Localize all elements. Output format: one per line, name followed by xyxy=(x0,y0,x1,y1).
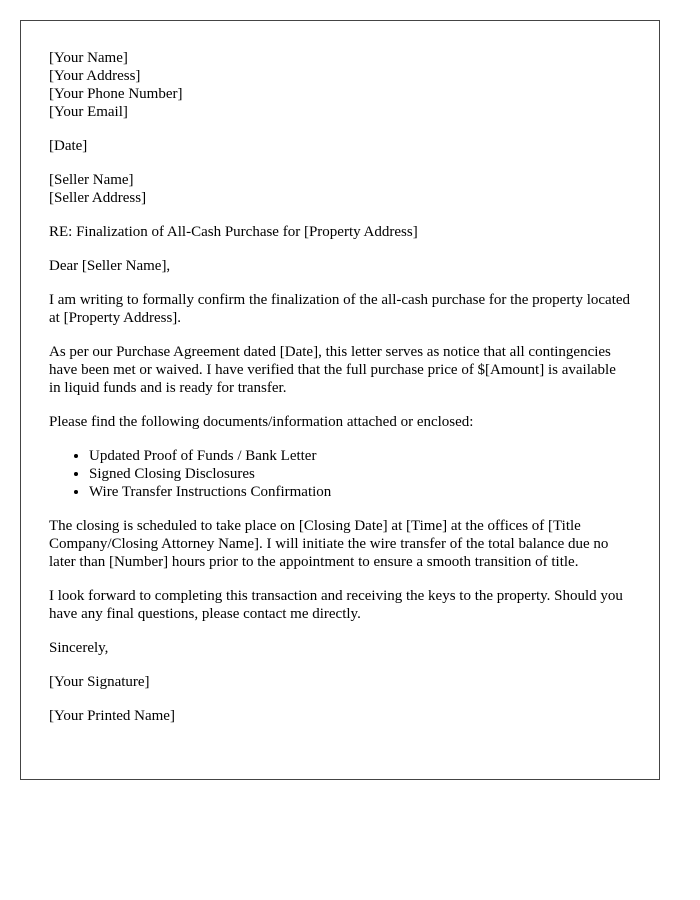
salutation: Dear [Seller Name], xyxy=(49,258,171,274)
list-item: • Signed Closing Disclosures xyxy=(89,465,631,483)
sign-off: Sincerely, xyxy=(49,640,109,656)
documents-list xyxy=(49,447,631,501)
letter-date: [Date] xyxy=(49,138,88,154)
sender-block xyxy=(49,49,631,121)
paragraph-documents-intro: Please find the following documents/information attached or enclosed: xyxy=(49,414,474,430)
paragraph-closing-schedule: The closing is scheduled to take place on [Closing Date] at [Time] at the offices of [Title Company/Closing Attorney Name]. I will initiate the wire transfer of the total balance due no later than [Number] hours prior to the appointment to ensure a smooth transition of title. xyxy=(49,518,609,570)
recipient-name: [Seller Name] xyxy=(49,172,134,188)
sender-address: [Your Address] xyxy=(49,68,141,84)
recipient-address: [Seller Address] xyxy=(49,190,147,206)
subject-line: RE: Finalization of All-Cash Purchase for [Property Address] xyxy=(49,224,418,240)
signature-placeholder: [Your Signature] xyxy=(49,674,150,690)
printed-name: [Your Printed Name] xyxy=(49,708,175,724)
letter-page xyxy=(20,20,660,780)
sender-phone: [Your Phone Number] xyxy=(49,86,183,102)
list-item: • Updated Proof of Funds / Bank Letter xyxy=(89,447,631,465)
sender-email: [Your Email] xyxy=(49,104,128,120)
paragraph-closing-remarks: I look forward to completing this transaction and receiving the keys to the property. Should you have any final questions, please contact me directly. xyxy=(49,588,623,622)
sender-name: [Your Name] xyxy=(49,50,128,66)
paragraph-agreement: As per our Purchase Agreement dated [Date], this letter serves as notice that all contingencies have been met or waived. I have verified that the full purchase price of $[Amount] is available in liquid funds and is ready for transfer. xyxy=(49,344,616,396)
recipient-block xyxy=(49,171,631,207)
list-item: • Wire Transfer Instructions Confirmation xyxy=(89,483,631,501)
paragraph-intro: I am writing to formally confirm the finalization of the all-cash purchase for the property located at [Property Address]. xyxy=(49,292,631,326)
